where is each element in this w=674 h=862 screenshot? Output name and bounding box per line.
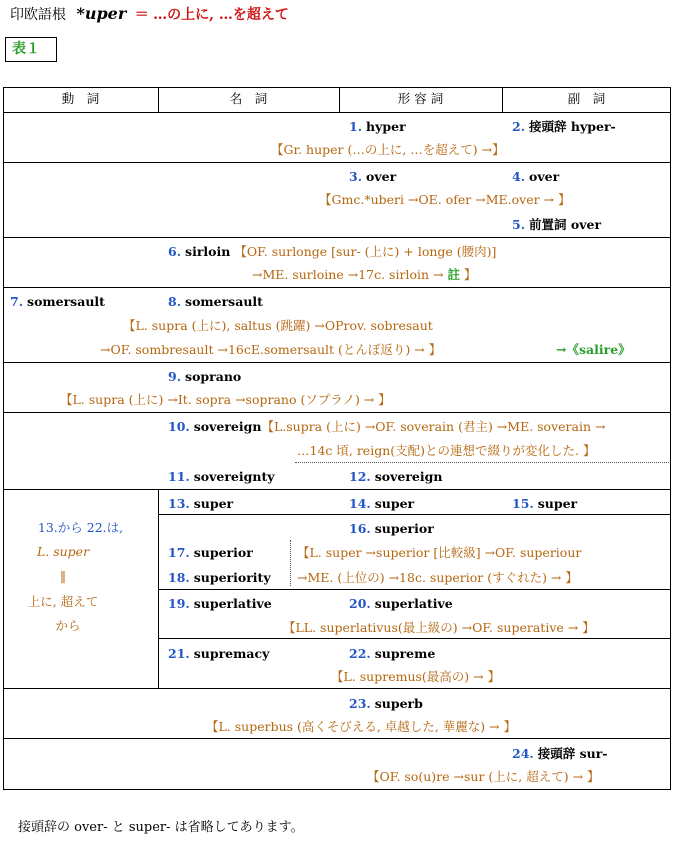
table-label: 表１	[12, 41, 40, 57]
entry-4: 4. over	[512, 169, 560, 184]
entry-6: 6. sirloin 【OF. surlonge [sur- (上に) + longe (腰肉)]	[168, 244, 497, 259]
etymology-7-8-line1: 【L. supra (上に), saltus (跳躍) →OProv. sobresaut	[123, 318, 433, 333]
etymology-10-line2: …14c 頃, reign(支配)との連想で綴りが変化した. 】	[297, 443, 596, 458]
etymology-22: 【L. supremus(最高の) → 】	[331, 669, 501, 684]
entry-8: 8. somersault	[168, 294, 263, 309]
etymology-16-line1: 【L. super →superior [比較級] →OF. superiour	[297, 545, 582, 560]
etymology-1: 【Gr. huper (…の上に, …を超えて) →】	[271, 142, 505, 157]
title-prefix: 印欧語根	[10, 7, 66, 23]
entry-9: 9. soprano	[168, 369, 242, 384]
entry-2: 2. 接頭辞 hyper-	[512, 119, 616, 134]
etymology-20: 【LL. superlativus(最上級の) →OF. superative → 】	[283, 620, 595, 635]
header-verb: 動 詞	[61, 91, 100, 106]
title-meaning: …の上に, …を超えて	[153, 7, 289, 23]
etymology-6: →ME. surloine →17c. sirloin → 註 】	[252, 267, 477, 282]
group-note-1: 13.から 22.は,	[37, 520, 124, 535]
header-adverb: 副 詞	[567, 91, 606, 106]
entry-15: 15. super	[512, 496, 578, 511]
entry-11: 11. sovereignty	[168, 469, 275, 484]
entry-13: 13. super	[168, 496, 234, 511]
entry-18: 18. superiority	[168, 570, 271, 585]
group-note-2: L. super	[36, 544, 90, 559]
etymology-24: 【OF. so(u)re →sur (上に, 超えて) → 】	[367, 769, 600, 784]
footer-note: 接頭辞の over- と super- は省略してあります。	[18, 820, 304, 835]
entry-10: 10. sovereign【L.supra (上に) →OF. soverain (君主) →ME. soverain →	[168, 419, 606, 434]
entry-5: 5. 前置詞 over	[512, 217, 602, 232]
entry-23: 23. superb	[349, 696, 423, 711]
group-note-3: ‖	[59, 568, 67, 583]
entry-24: 24. 接頭辞 sur-	[512, 746, 608, 761]
entry-17: 17. superior	[168, 545, 253, 560]
entry-12: 12. sovereign	[349, 469, 443, 484]
etymology-23: 【L. superbus (高くそびえる, 卓越した, 華麗な) → 】	[206, 719, 517, 734]
entry-21: 21. supremacy	[168, 646, 270, 661]
etymology-9: 【L. supra (上に) →It. sopra →soprano (ソプラノ) → 】	[60, 392, 391, 407]
title-eq: ＝	[134, 7, 149, 23]
group-note-4: 上に, 超えて	[27, 594, 99, 609]
group-note-5: から	[55, 618, 81, 633]
entry-3: 3. over	[349, 169, 397, 184]
header-adjective: 形 容 詞	[397, 91, 444, 106]
header-noun: 名 詞	[229, 91, 268, 106]
entry-22: 22. supreme	[349, 646, 436, 661]
entry-20: 20. superlative	[349, 596, 453, 611]
page-title	[10, 4, 289, 25]
entry-1: 1. hyper	[349, 119, 406, 134]
salire-link[interactable]: →《salire》	[556, 342, 631, 357]
title-root: *uper	[76, 4, 127, 23]
entry-7: 7. somersault	[10, 294, 105, 309]
note-link[interactable]: 註	[447, 267, 460, 282]
etymology-3-4: 【Gmc.*uberi →OE. ofer →ME.over → 】	[319, 192, 571, 207]
entry-16: 16. superior	[349, 521, 434, 536]
etymology-7-8-line2: →OF. sombresault →16cE.somersault (とんぼ返り) → 】	[100, 342, 442, 357]
etymology-16-line2: →ME. (上位の) →18c. superior (すぐれた) → 】	[297, 570, 578, 585]
entry-14: 14. super	[349, 496, 415, 511]
entry-19: 19. superlative	[168, 596, 272, 611]
